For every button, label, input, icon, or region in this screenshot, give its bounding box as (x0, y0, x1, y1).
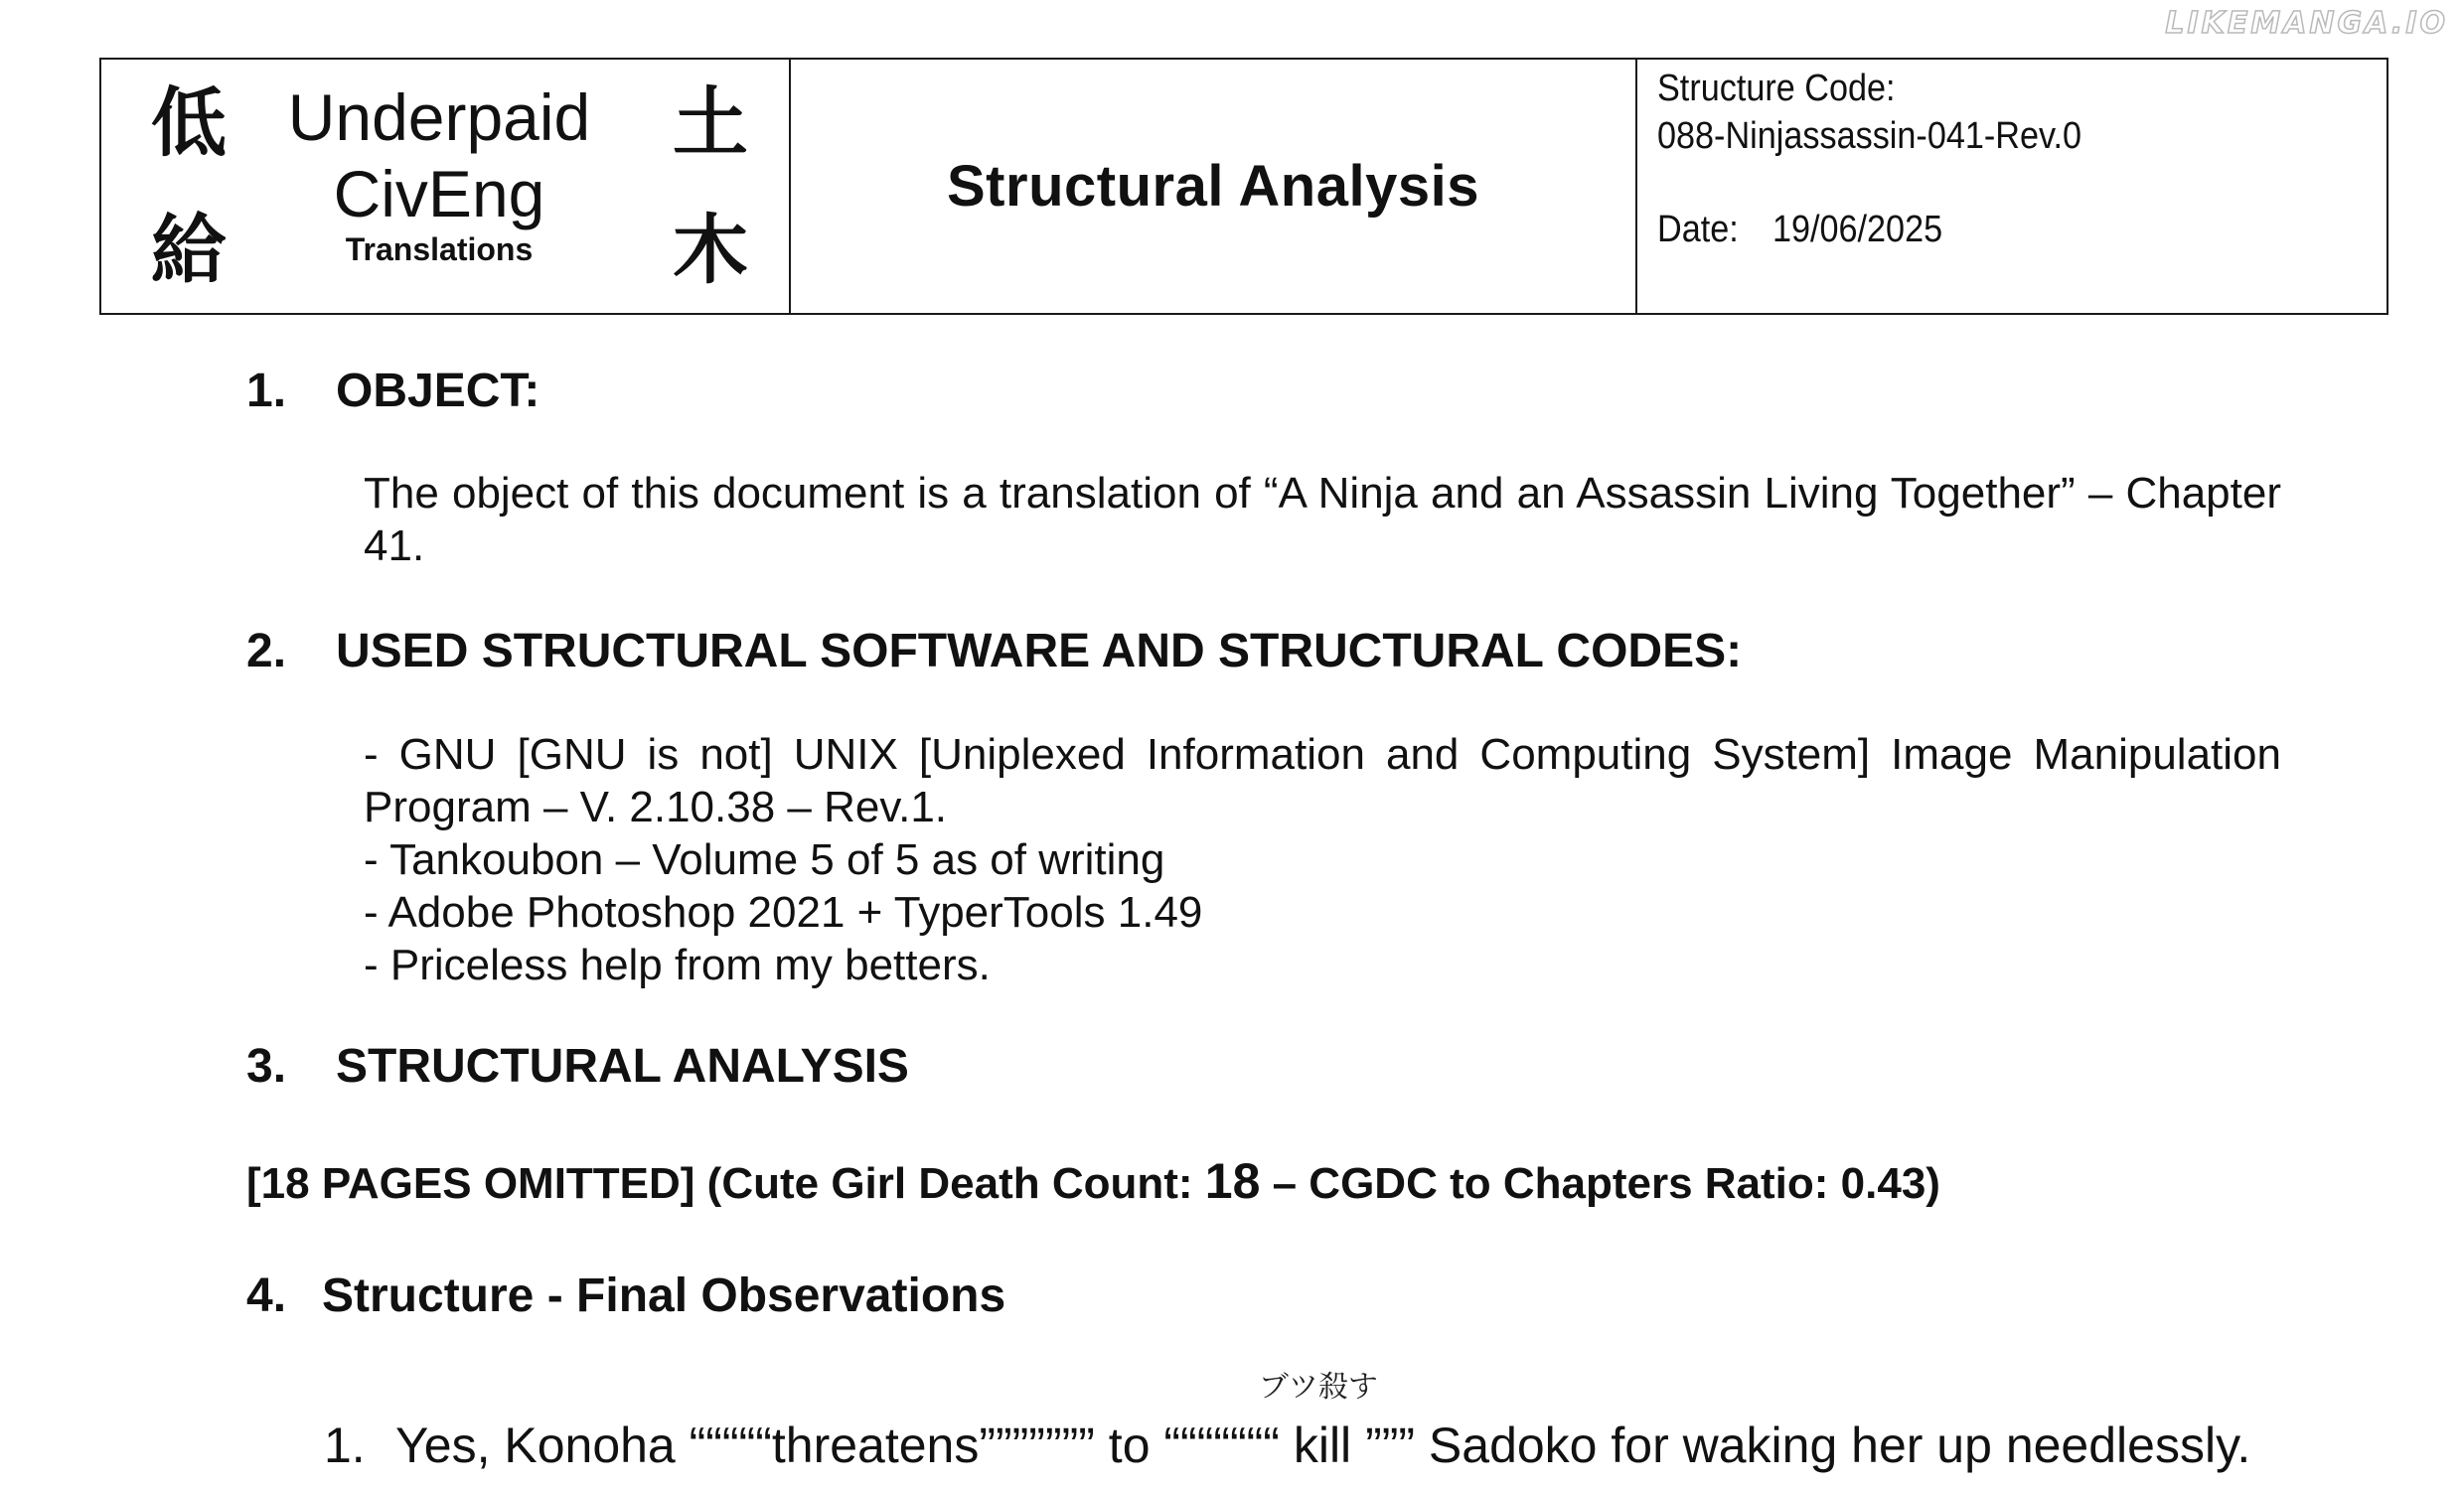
observation-number: 1. (324, 1417, 366, 1473)
section-heading-analysis (246, 1039, 909, 1094)
logo-kanji-bottom-right: 木 (673, 206, 748, 294)
logo-brand-line-1: Underpaid (287, 80, 591, 154)
observation-item (324, 1370, 2251, 1474)
software-list-item: - Tankoubon – Volume 5 of 5 as of writing (364, 835, 1165, 884)
omitted-pages-note (246, 1152, 1940, 1210)
logo-subtitle: Translations (345, 231, 534, 267)
section-number: 3. (246, 1040, 287, 1093)
logo-kanji-top-right: 土 (673, 78, 748, 167)
structure-code-label: Structure Code: (1657, 68, 1896, 109)
observation-text-after: ””” Sadoko for waking her up needlessly. (1351, 1417, 2251, 1473)
object-paragraph: The object of this document is a translation of “A Ninja and an Assassin Living Together” – Chapter 41. (364, 469, 2281, 570)
section-number: 4. (246, 1269, 287, 1322)
document-header (99, 58, 2388, 315)
observation-text-before: Yes, Konoha “““““threatens””””””” to “““““““ (395, 1417, 1294, 1473)
omitted-prefix: [18 PAGES OMITTED] (Cute Girl Death Count: (246, 1159, 1205, 1208)
software-list-item: - GNU [GNU is not] UNIX [Uniplexed Information and Computing System] Image Manipulation Program – V. 2.10.38 – Rev.1. (364, 730, 2281, 831)
section-title: STRUCTURAL ANALYSIS (336, 1040, 909, 1093)
software-list (364, 728, 2281, 991)
ruby-annotated-word (1258, 1370, 1378, 1474)
structure-code-value: 088-Ninjassassin-041-Rev.0 (1657, 115, 2082, 157)
logo-block (101, 60, 791, 313)
title-block (791, 60, 1637, 313)
annotated-word: kill (1293, 1417, 1352, 1473)
section-title: Structure - Final Observations (322, 1269, 1006, 1322)
section-title: OBJECT: (336, 365, 540, 417)
section-heading-object (246, 364, 539, 418)
death-count: 18 (1204, 1153, 1261, 1209)
date-value: 19/06/2025 (1771, 209, 1943, 250)
date-label: Date: (1657, 209, 1739, 250)
section-title: USED STRUCTURAL SOFTWARE AND STRUCTURAL CODES: (336, 625, 1743, 677)
section-number: 1. (246, 365, 287, 417)
software-list-item: - Adobe Photoshop 2021 + TyperTools 1.49 (364, 888, 1203, 937)
ruby-annotation: ブツ殺す (1258, 1370, 1378, 1405)
date-row (1657, 209, 1942, 251)
info-block (1637, 60, 2387, 313)
logo-kanji-bottom-left: 給 (151, 206, 227, 294)
document-title: Structural Analysis (947, 154, 1479, 219)
software-list-item: - Priceless help from my betters. (364, 941, 991, 989)
logo-brand-line-2: CivEng (333, 157, 545, 230)
omitted-suffix: – CGDC to Chapters Ratio: 0.43) (1260, 1159, 1940, 1208)
watermark: LIKEMANGA.IO (2165, 6, 2448, 41)
section-heading-observations (246, 1268, 1005, 1323)
section-number: 2. (246, 625, 287, 677)
logo-kanji-top-left: 低 (151, 78, 227, 167)
section-heading-software (246, 624, 1742, 678)
